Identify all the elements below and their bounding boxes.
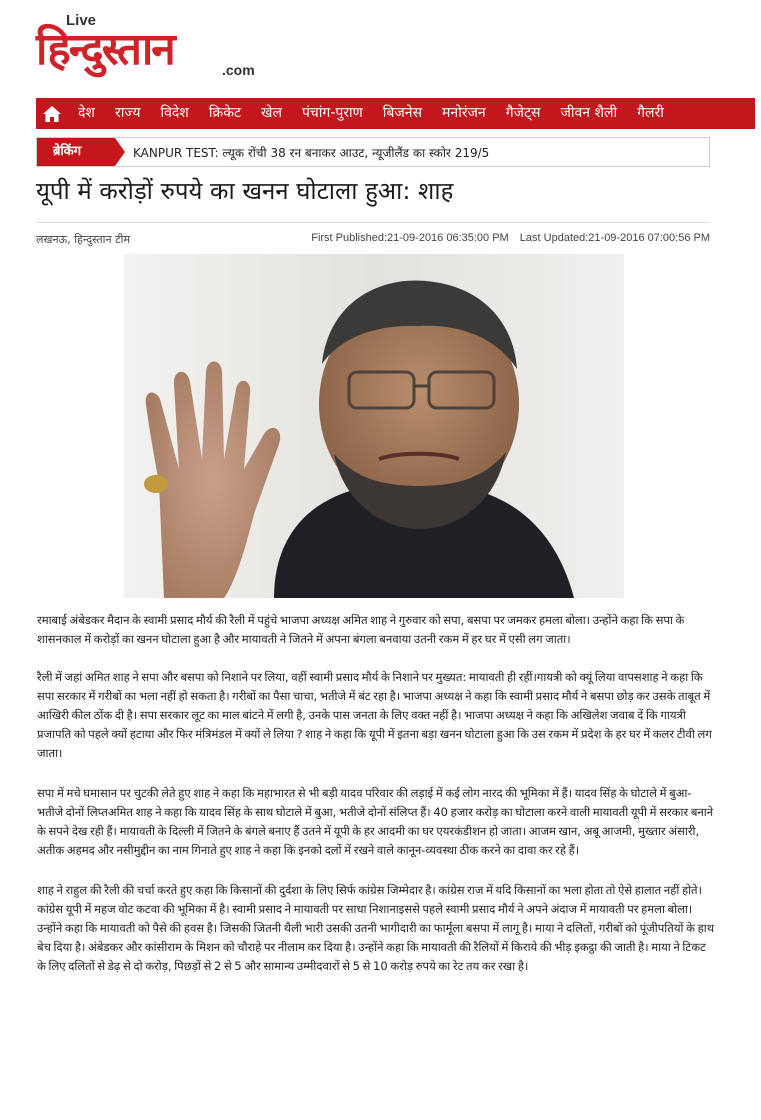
nav-item-panchang[interactable]: पंचांग-पुराण (301, 105, 363, 121)
nav-item-manoranjan[interactable]: मनोरंजन (442, 105, 486, 121)
first-published: First Published:21-09-2016 06:35:00 PM (311, 232, 509, 244)
breaking-news-link[interactable]: KANPUR TEST: ल्यूक रोंची 38 रन बनाकर आउट, न्यूजीलैंड का स्कोर 219/5 (133, 145, 490, 160)
article-byline: लखनऊ, हिन्दुस्तान टीम (36, 233, 131, 246)
divider (36, 222, 710, 223)
breaking-label: ब्रेकिंग (37, 138, 115, 166)
nav-item-rajya[interactable]: राज्य (114, 105, 141, 121)
nav-item-lifestyle[interactable]: जीवन शैली (560, 105, 618, 121)
logo-domain: .com (222, 62, 255, 78)
site-logo[interactable] (36, 12, 266, 82)
nav-item-business[interactable]: बिजनेस (382, 105, 423, 121)
article-paragraph: सपा में मचे घमासान पर चुटकी लेते हुए शाह ने कहा कि महाभारत से भी बड़ी यादव परिवार की लड़ाई में कई लोग नारद की भूमिका में हैं। यादव सिंह के घोटाले में बुआ-भतीजे दोनों लिप्तअमित शाह ने कहा कि यादव सिंह के साथ घोटाले में बुआ, भतीजे दोनों संलिप्त हैं। 40 हजार करोड़ का घोटाला करने वाली मायावती यूपी में सरकार बनाने के सपने देख रही हैं। मायावती के दिल्ली में जितने के बंगले बनाए हैं उतने में यूपी के हर आदमी का घर एयरकंडीशन हो जाता। आजम खान, अबू आजमी, मुख्तार अंसारी, अतीक अहमद और नसीमुद्दीन का नाम गिनाते हुए शाह ने कहा कि इनको दलों में रखने वाले कानून-व्यवस्था ठीक करने का दावा कर रहे हैं। (37, 786, 714, 857)
logo-name: हिन्दुस्तान (36, 24, 174, 75)
article-paragraph: शाह ने राहुल की रैली की चर्चा करते हुए कहा कि किसानों की दुर्दशा के लिए सिर्फ कांग्रेस जिम्मेदार है। कांग्रेस राज में यदि किसानों का भला होता तो ऐसे हालात नहीं होते। कांग्रेस यूपी में महज वोट कटवा की भूमिका में है। स्वामी प्रसाद ने मायावती पर साधा निशानाइससे पहले स्वामी प्रसाद मौर्य ने अपने अंदाज में मायावती पर हमला बोला। उन्होंने कहा कि मायावती को पैसे की हवस है। जिसकी जितनी थैली भारी उसकी उतनी भागीदारी का फार्मूला बसपा में लागू है। माया ने दलितों, गरीबों को पूंजीपतियों के हाथ बेच दिया है। अंबेडकर और कांसीराम के मिशन को चौराहे पर नीलाम कर दिया है। उन्होंने कहा कि मायावती की रैलियों में किराये की भीड़ इकट्ठा की जाती है। माया ने टिकट के लिए दलितों से डेढ़ से दो करोड़, पिछड़ों से 2 से 5 और सामान्य उम्मीदवारों से 5 से 10 करोड़ रुपये का रेट तय कर रखा है। (37, 883, 715, 973)
article-paragraph: रमाबाई अंबेडकर मैदान के स्वामी प्रसाद मौर्य की रैली में पहुंचे भाजपा अध्यक्ष अमित शाह ने गुरुवार को सपा, बसपा पर जमकर हमला बोला। उन्होंने कहा कि सपा के शासनकाल में करोड़ों का खनन घोटाला हुआ है और मायावती ने जितने में अपना बंगला बनवाया उतनी रकम में हर घर में एसी लग जाता। (37, 613, 685, 646)
nav-item-khel[interactable]: खेल (261, 105, 282, 121)
logo-live-text: Live (66, 12, 97, 29)
nav-item-gallery[interactable]: गैलरी (637, 105, 664, 121)
nav-item-gadgets[interactable]: गैजेट्स (505, 105, 541, 121)
main-navigation (36, 98, 755, 129)
nav-item-videsh[interactable]: विदेश (160, 105, 189, 121)
article-photo (124, 254, 624, 598)
article-headline: यूपी में करोड़ों रुपये का खनन घोटाला हुआ: शाह (36, 177, 454, 205)
article-body (37, 611, 715, 997)
home-icon[interactable] (36, 98, 68, 129)
breaking-news-bar (36, 137, 710, 167)
last-updated: Last Updated:21-09-2016 07:00:56 PM (519, 232, 710, 244)
article-paragraph: रैली में जहां अमित शाह ने सपा और बसपा को निशाने पर लिया, वहीं स्वामी प्रसाद मौर्य के निशाने पर मुख्यत: मायावती ही रहीं।गायत्री को क्यूं लिया वापसशाह ने कहा कि सपा सरकार में गरीबों का भला नहीं हो सकता है। गरीबों का पैसा चाचा, भतीजे में बंट रहा है। भाजपा अध्यक्ष ने कहा कि स्वामी प्रसाद मौर्य ने बसपा छोड़ कर उसके ताबूत में आखिरी कील ठोंक दी है। सपा सरकार लूट का माल बांटने में लगी है, उनके पास जनता के लिए वक्त नहीं है। भाजपा अध्यक्ष ने कहा कि अखिलेश जवाब दें कि गायत्री प्रजापति को पहले क्यों हटाया और फिर मंत्रिमंडल में क्यों ले लिया ? शाह ने कहा कि यूपी में इतना बड़ा खनन घोटाला हुआ कि उस रकम में प्रदेश के हर घर में कलर टीवी लग जाता। (37, 670, 712, 760)
nav-item-cricket[interactable]: क्रिकेट (208, 105, 242, 121)
article-timestamps (303, 232, 710, 244)
nav-item-desh[interactable]: देश (78, 105, 95, 121)
